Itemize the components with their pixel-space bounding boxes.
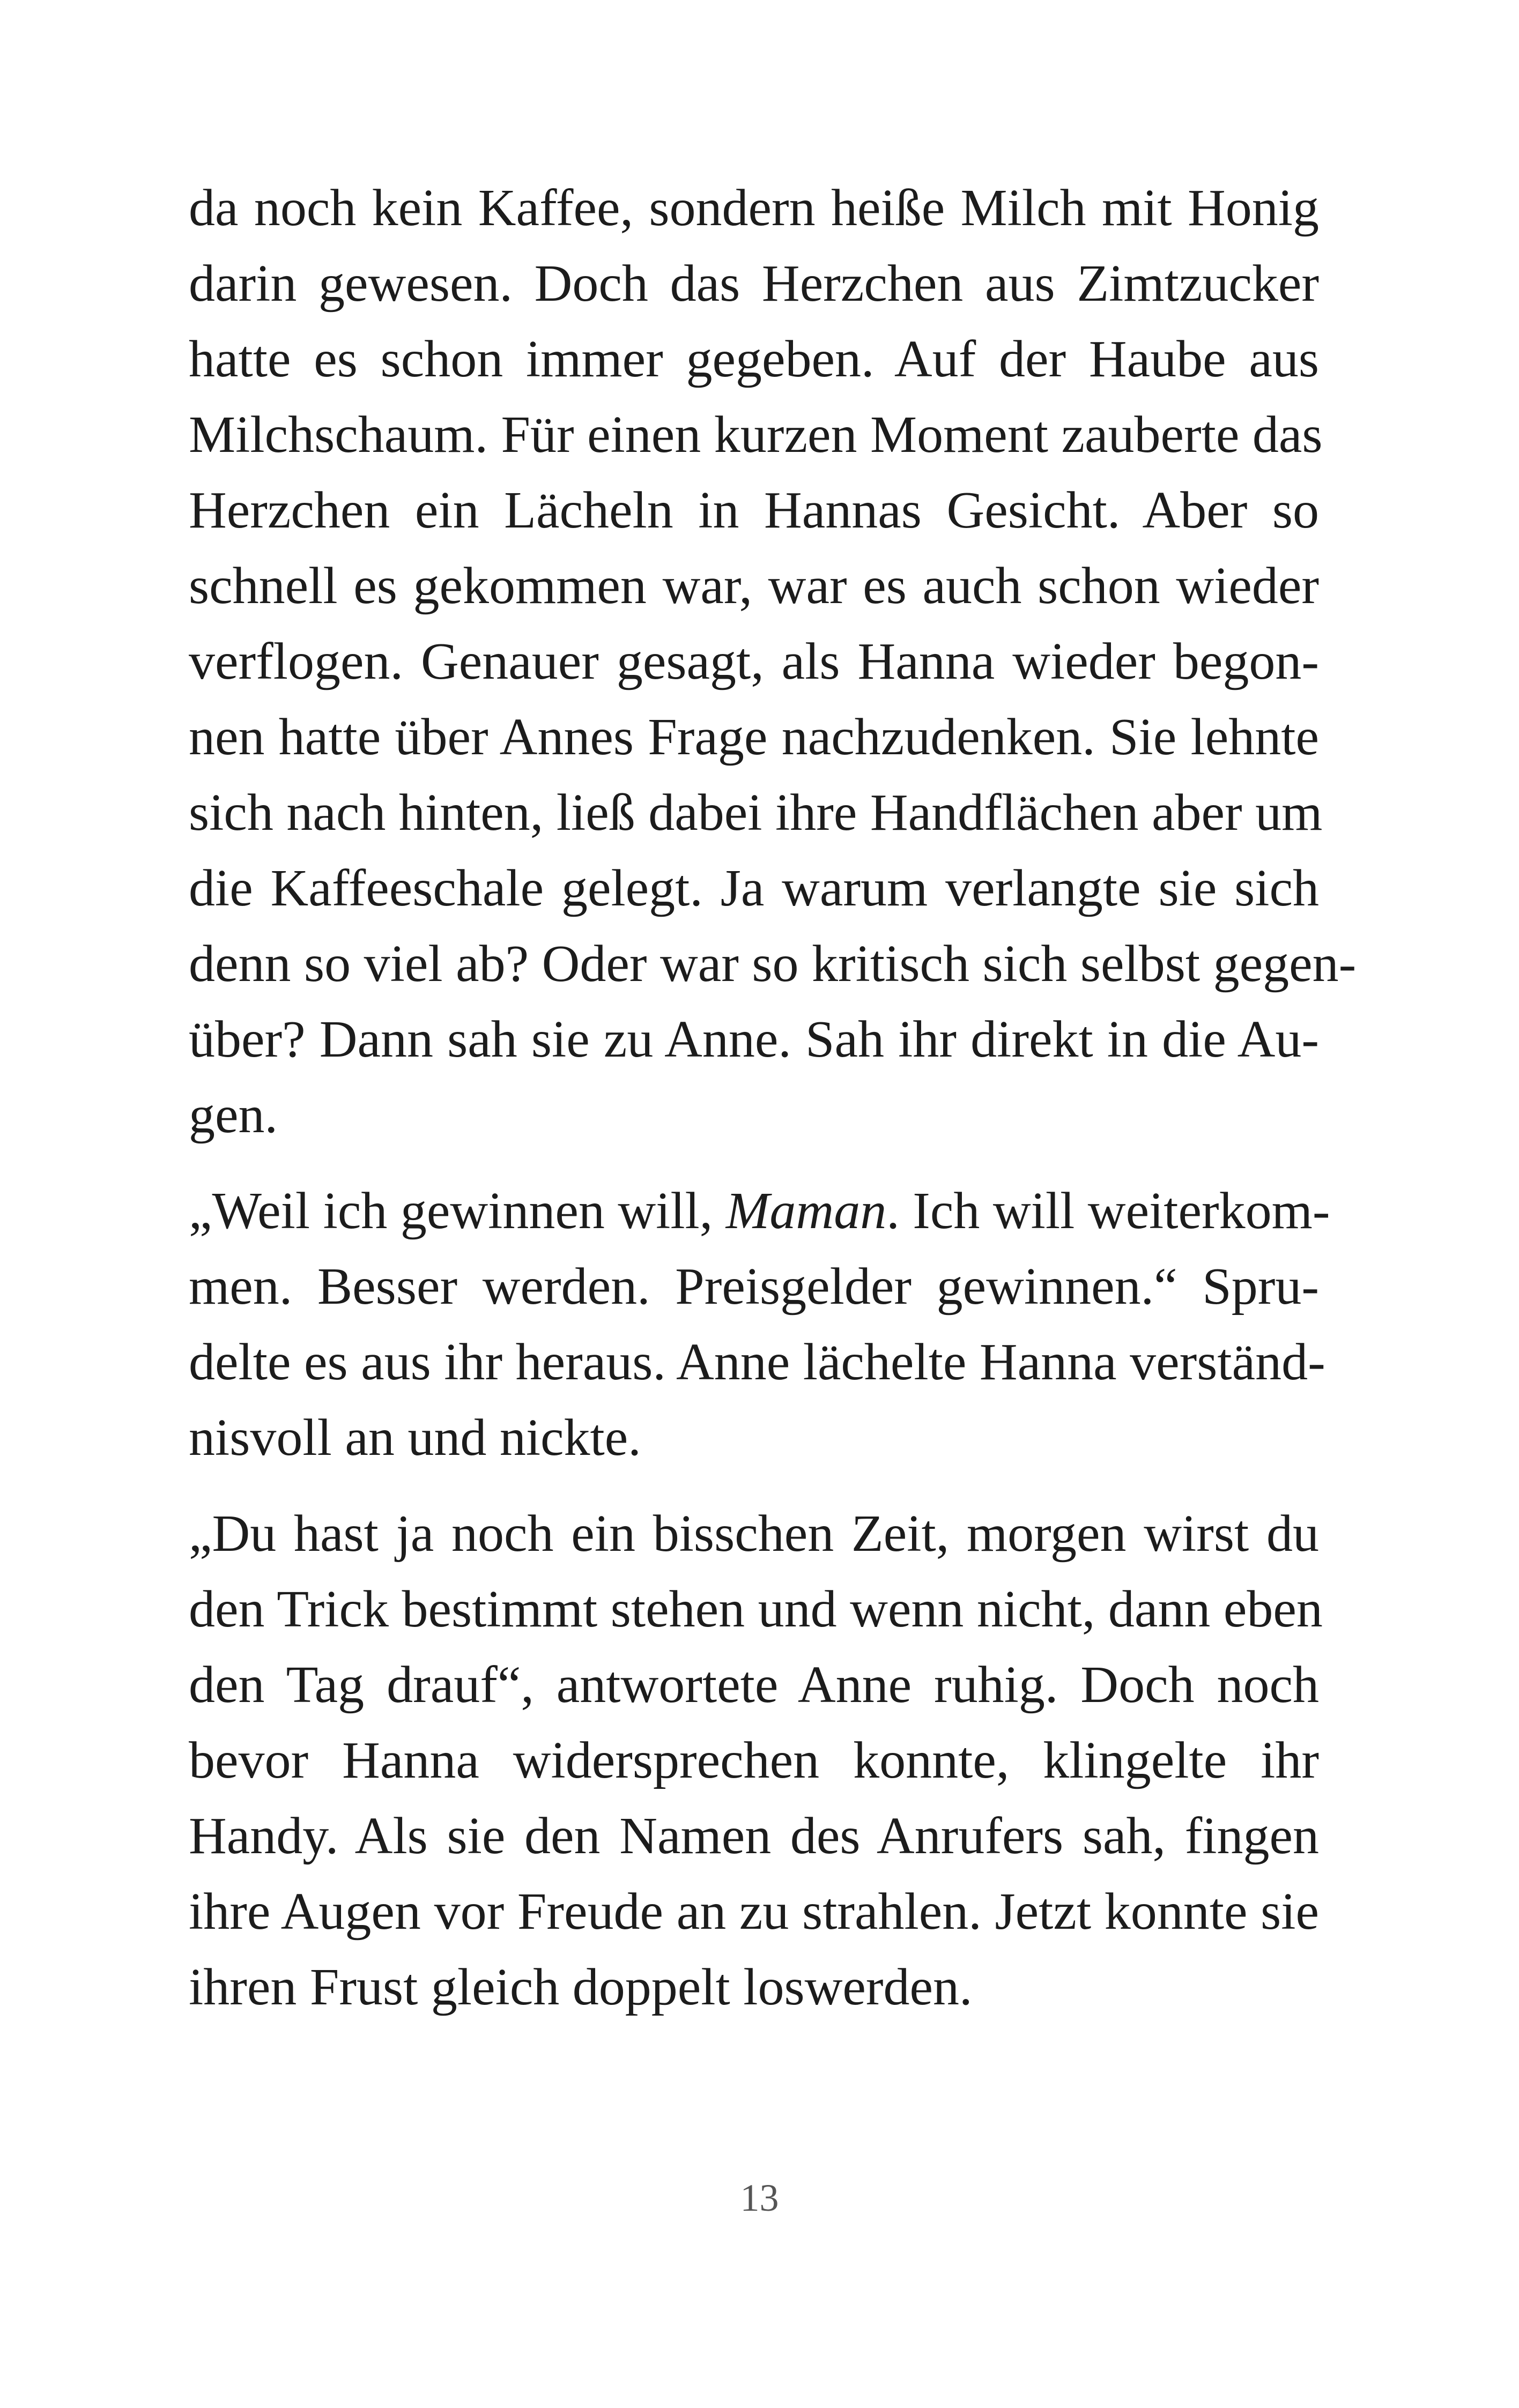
- text-line: Herzchen ein Lächeln in Hannas Gesicht. Aber so: [189, 481, 1319, 539]
- paragraph-3: [189, 1496, 1323, 2025]
- text-line: men. Besser werden. Preisgelder gewinnen.“ Spru-: [189, 1258, 1319, 1316]
- paragraph-2: [189, 1173, 1330, 1476]
- text-line: delte es aus ihr heraus. Anne lächelte Hanna verständ-: [189, 1333, 1325, 1391]
- text-line: denn so viel ab? Oder war so kritisch sich selbst gegen-: [189, 935, 1357, 993]
- text-line: hatte es schon immer gegeben. Auf der Haube aus: [189, 330, 1319, 388]
- text-line: Handy. Als sie den Namen des Anrufers sah, fingen: [189, 1807, 1319, 1865]
- text-line: bevor Hanna widersprechen konnte, klingelte ihr: [189, 1731, 1319, 1789]
- text-line: darin gewesen. Doch das Herzchen aus Zimtzucker: [189, 255, 1319, 313]
- text-line: ihren Frust gleich doppelt loswerden.: [189, 1958, 973, 2016]
- text-run: „Weil ich gewinnen will,: [189, 1182, 726, 1240]
- text-line: Milchschaum. Für einen kurzen Moment zauberte das: [189, 406, 1323, 464]
- text-line: den Trick bestimmt stehen und wenn nicht, dann eben: [189, 1580, 1323, 1638]
- text-line: [189, 1173, 1330, 1249]
- text-line: schnell es gekommen war, war es auch schon wieder: [189, 557, 1319, 615]
- text-line: ihre Augen vor Freude an zu strahlen. Jetzt konnte sie: [189, 1883, 1319, 1941]
- text-line: nisvoll an und nickte.: [189, 1409, 641, 1467]
- text-line: da noch kein Kaffee, sondern heiße Milch mit Honig: [189, 179, 1319, 237]
- text-line: sich nach hinten, ließ dabei ihre Handflächen aber um: [189, 784, 1323, 842]
- body-text: [189, 170, 1357, 2025]
- paragraph-1: [189, 170, 1357, 1153]
- text-line: nen hatte über Annes Frage nachzudenken. Sie lehnte: [189, 708, 1319, 766]
- paragraph-gap: [189, 1476, 1319, 1496]
- text-line: „Du hast ja noch ein bisschen Zeit, morgen wirst du: [189, 1505, 1319, 1563]
- paragraph-gap: [189, 1153, 1319, 1173]
- text-line: die Kaffeeschale gelegt. Ja warum verlangte sie sich: [189, 859, 1319, 917]
- page-number: 13: [740, 2176, 779, 2219]
- text-line: verflogen. Genauer gesagt, als Hanna wieder begon-: [189, 633, 1319, 690]
- text-line: über? Dann sah sie zu Anne. Sah ihr direkt in die Au-: [189, 1010, 1319, 1068]
- text-run: . Ich will weiterkom-: [886, 1182, 1330, 1240]
- italic-word: Maman: [725, 1182, 887, 1240]
- text-line: gen.: [189, 1086, 278, 1144]
- text-line: den Tag drauf“, antwortete Anne ruhig. Doch noch: [189, 1656, 1319, 1714]
